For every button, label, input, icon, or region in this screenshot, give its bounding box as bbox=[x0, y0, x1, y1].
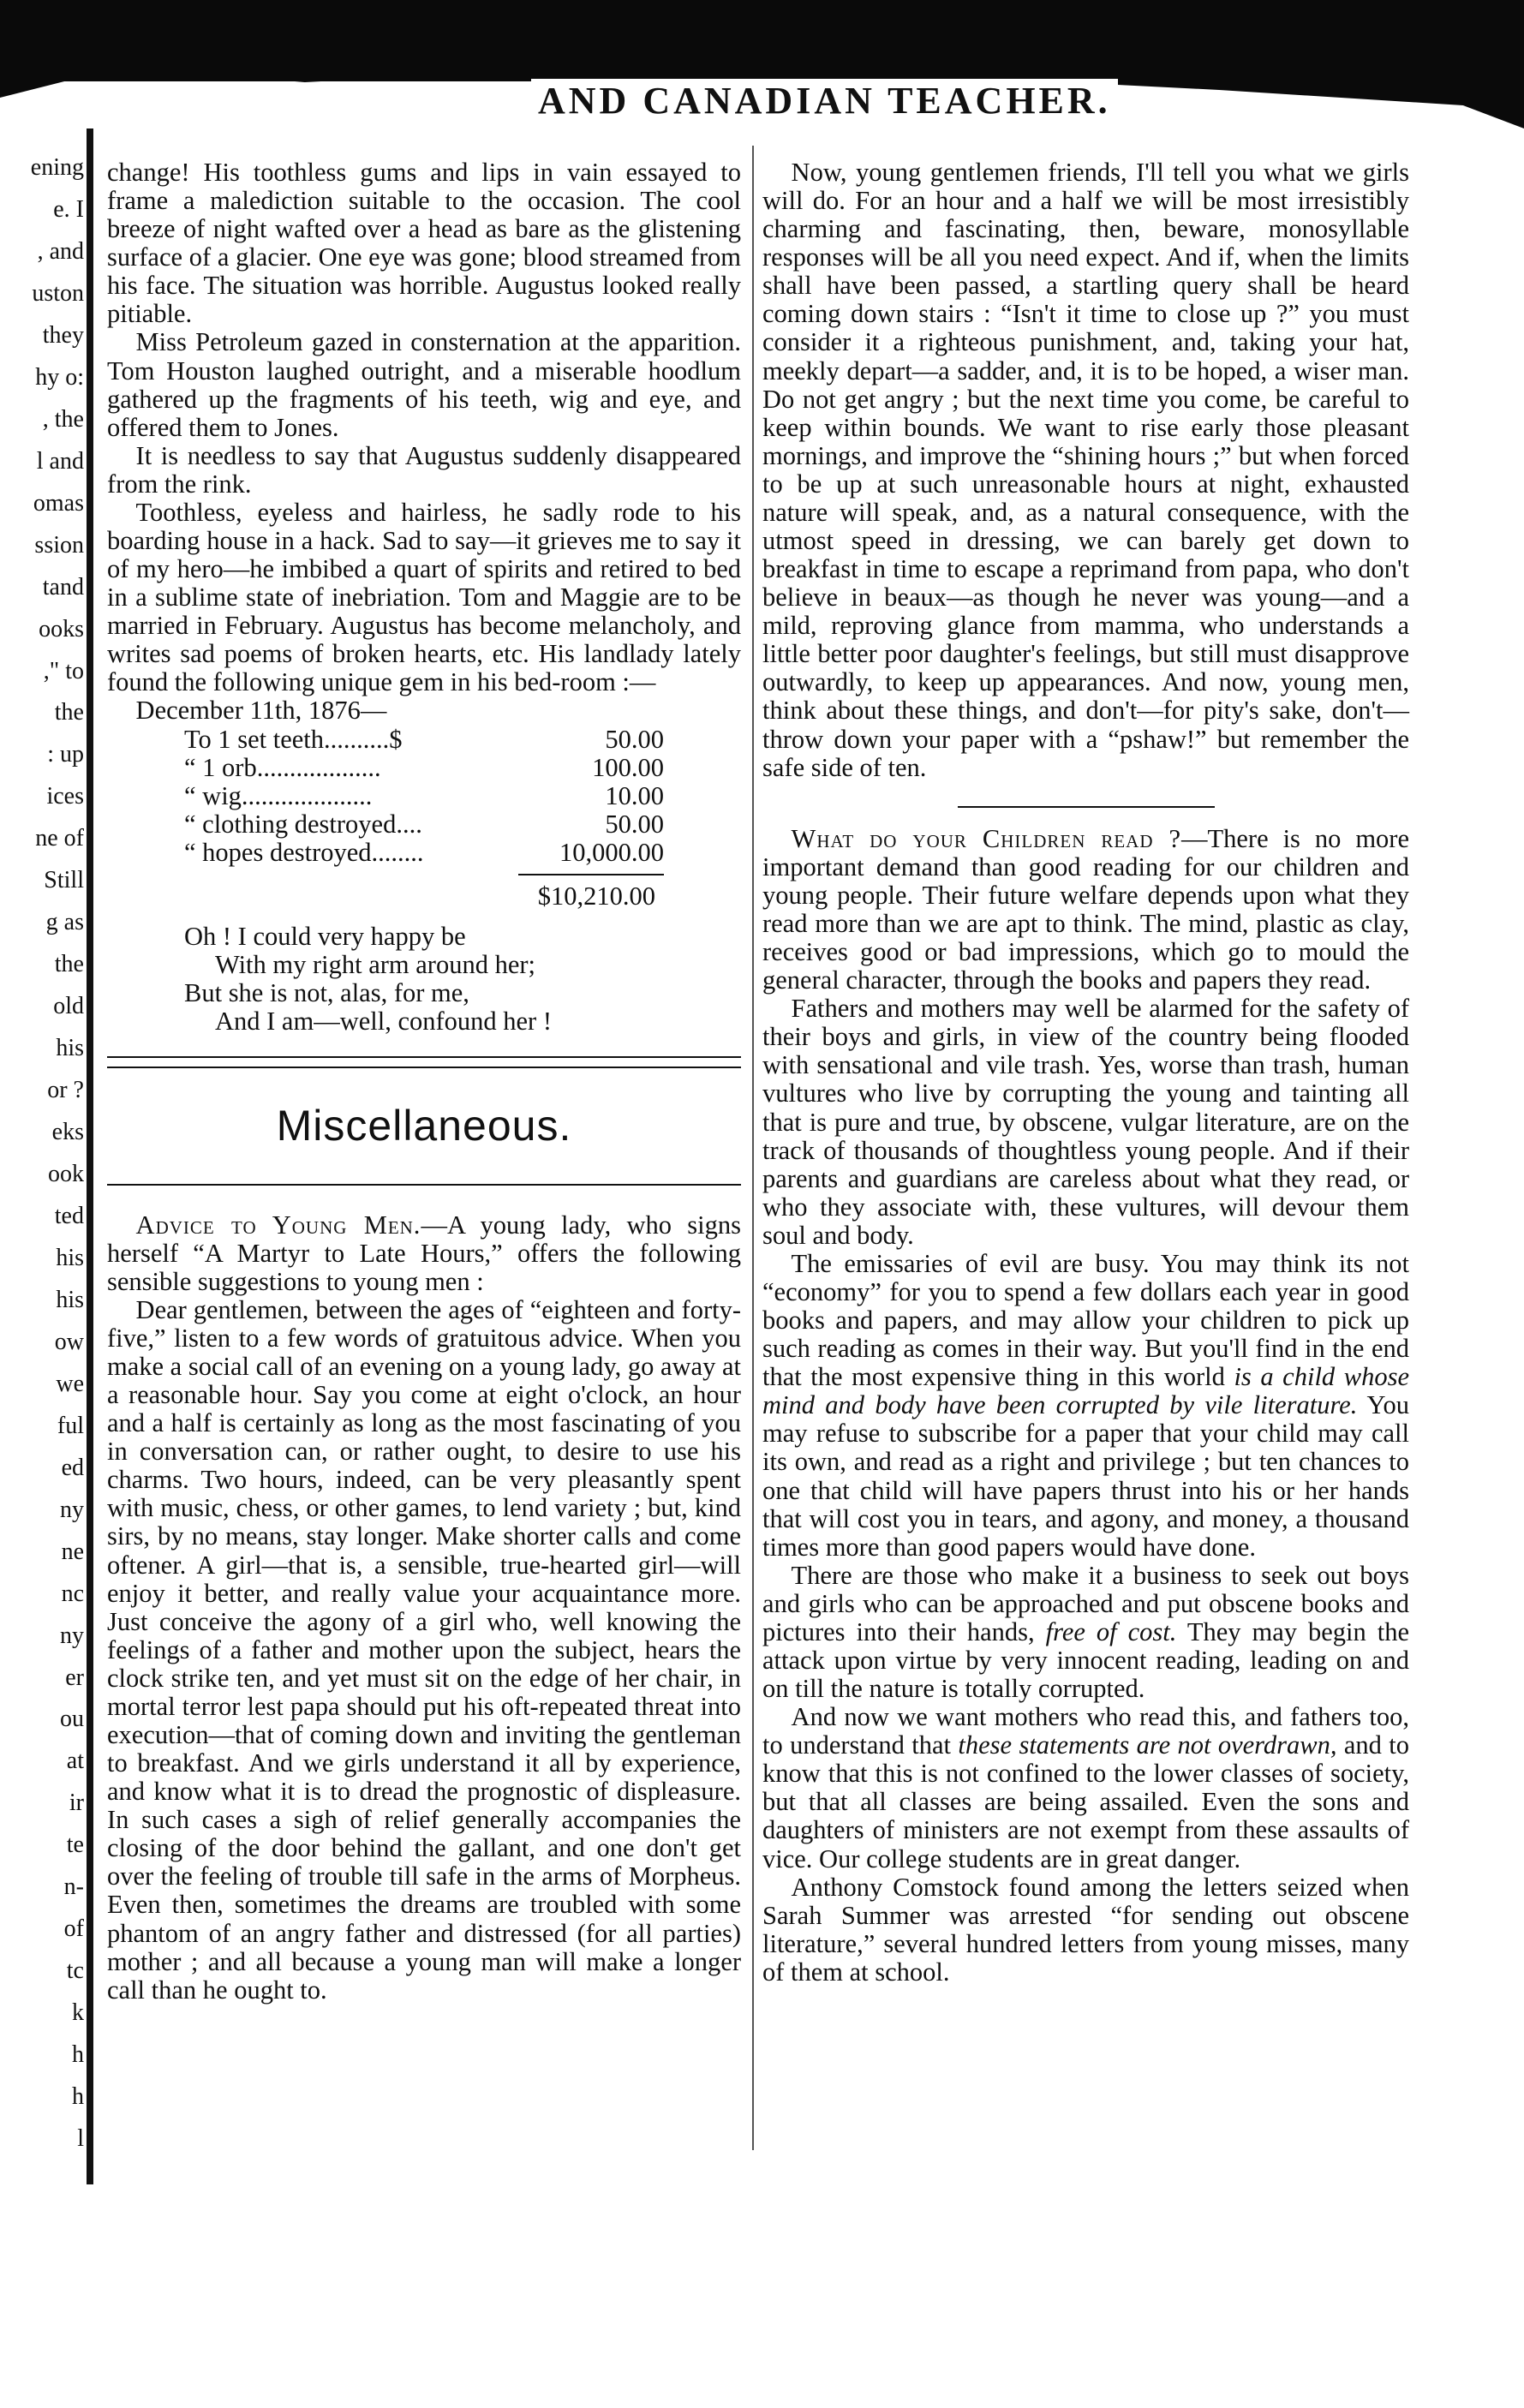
column-divider bbox=[752, 146, 754, 2150]
verse-line: And I am—well, confound her ! bbox=[215, 1007, 553, 1037]
margin-fragment: hy o: bbox=[35, 364, 84, 391]
margin-fragment: we bbox=[56, 1371, 84, 1397]
article-intro-text: —There is no more important demand than good reading for our children and young people. Their future welfare depends upon what they read more than we are apt to think. The mind, plastic as clay, receives good or bad impressions, which go to mould the general character, through the books and papers they read. bbox=[762, 823, 1410, 995]
text-run: You may refuse to subscribe for a paper that your child may call its own, and read as a right and privilege ; but ten chances to one that child will have papers thrust into his or her hands that will cost you in tears, and agony, and money, a thousand times more than good papers would have done. bbox=[762, 1390, 1409, 1562]
margin-fragment: the bbox=[54, 951, 84, 977]
margin-fragment: ted bbox=[54, 1203, 84, 1229]
margin-fragment: eks bbox=[51, 1119, 84, 1145]
verse bbox=[184, 923, 741, 1036]
article-paragraph bbox=[762, 1250, 1409, 1562]
article-intro-text: —A young lady, who signs herself “A Martyr to Late Hours,” offers the following sensible suggestions to young men : bbox=[107, 1210, 741, 1296]
margin-fragment: e. I bbox=[53, 196, 84, 223]
bill-item-label: “ hopes destroyed........ bbox=[184, 837, 424, 867]
margin-fragment: ed bbox=[61, 1455, 84, 1481]
margin-fragment: ssion bbox=[34, 532, 84, 559]
bill-item-amount: 100.00 bbox=[592, 752, 664, 782]
bill-row bbox=[184, 839, 664, 867]
margin-fragment: h bbox=[72, 2041, 84, 2068]
bill-total: $10,210.00 bbox=[537, 881, 655, 911]
section-divider bbox=[107, 1056, 741, 1068]
story-paragraph: change! His toothless gums and lips in vain essayed to frame a malediction suitable to the occasion. The cool breeze of night wafted over a head as bare as the glistening surface of a glacier. One eye was gone; blood streamed from his face. The situation was horrible. Augustus looked really pitiable. bbox=[107, 158, 741, 329]
margin-fragment: his bbox=[56, 1245, 84, 1271]
section-rule bbox=[107, 1184, 741, 1186]
margin-fragment: old bbox=[53, 993, 84, 1019]
margin-fragment: ices bbox=[46, 783, 84, 810]
bill-row bbox=[184, 810, 664, 839]
text-run: And now we want mothers who read this, and fathers too, to understand that bbox=[762, 1702, 1409, 1760]
article-paragraph bbox=[762, 1562, 1409, 1703]
article-lead: Advice to Young Men. bbox=[135, 1210, 421, 1240]
verse-line: But she is not, alas, for me, bbox=[184, 978, 469, 1008]
margin-fragment: nc bbox=[61, 1580, 84, 1607]
margin-fragment: ooks bbox=[39, 616, 84, 642]
text-run: and to know that this is not confined to the lower classes of society, but that all classes are being assailed. Even the sons and daughters of ministers are not exempt from these assaults of vice. Our college students are in great danger. bbox=[762, 1730, 1409, 1873]
margin-fragment: his bbox=[56, 1287, 84, 1313]
margin-fragment: : up bbox=[47, 741, 84, 768]
margin-fragment: of bbox=[63, 1915, 84, 1942]
margin-fragment: tand bbox=[42, 574, 84, 601]
previous-page-margin bbox=[0, 128, 84, 2184]
text-run: There are those who make it a business to seek out boys and girls who can be approached and put obscene books and pictures into their hands, bbox=[762, 1560, 1409, 1646]
margin-fragment: n- bbox=[63, 1873, 84, 1900]
bill-item-label: To 1 set teeth..........$ bbox=[184, 724, 403, 754]
margin-fragment: , and bbox=[37, 238, 84, 265]
article-paragraph: Dear gentlemen, between the ages of “eighteen and forty-five,” listen to a few words of gratuitous advice. When you make a social call of an evening on a young lady, go away at a reasonable hour. Say you come at eight o'clock, an hour and a half is certainly as long as the most fascinating of you in conversation can, or rather ought, to desire to use his charms. Two hours, indeed, can be very pleasantly spent with music, chess, or other games, to lend variety ; but, kind sirs, by no means, stay longer. Make shorter calls and come oftener. A girl—that is, a sensible, true-hearted girl—will enjoy it better, and really value your acquaintance more. Just conceive the agony of a girl who, well knowing the feelings of a father and mother upon the subject, hears the clock strike ten, and yet must sit on the edge of her chair, in mortal terror lest papa should put his oft-repeated threat into execution—that of coming down and inviting the gentleman to breakfast. And we girls understand it all by experience, and know what it is to dread the prognostic of displeasure. In such cases a sigh of relief generally accompanies the closing of the door behind the gallant, and one don't get over the feeling of trouble till safe in the arms of Morpheus. Even then, sometimes the dreams are troubled with some phantom of an angry father and distressed (for all parties) mother ; and all because a young man will make a longer call than he ought to. bbox=[107, 1294, 741, 2005]
text-run: They may begin the attack upon virtue by very innocent reading, leading on and on till the nature is totally corrupted. bbox=[762, 1616, 1410, 1704]
bill-item-label: “ 1 orb................... bbox=[184, 752, 381, 782]
margin-fragment: ny bbox=[60, 1497, 84, 1523]
story-paragraph: Toothless, eyeless and hairless, he sadly rode to his boarding house in a hack. Sad to say—it grieves me to say it of my hero—he imbibed a quart of spirits and retired to bed in a sublime state of inebriation. Tom and Maggie are to be married in February. Augustus has become melancholy, and writes sad poems of broken hearts, etc. His landlady lately found the following unique gem in his bed-room :— bbox=[107, 497, 741, 697]
verse-line: With my right arm around her; bbox=[215, 950, 535, 980]
text-run: The emissaries of evil are busy. You may think its not “economy” for you to spend a few dollars each year in good books and papers, and may allow your children to pick up such reading as comes in their way. But you'll find in the end that the most expensive thing in this world bbox=[762, 1248, 1409, 1392]
margin-fragment: or ? bbox=[47, 1077, 84, 1103]
emphasis-text: is a child whose mind and body have been corrupted by vile literature. bbox=[762, 1362, 1409, 1420]
section-heading: Miscellaneous. bbox=[276, 1102, 572, 1150]
margin-fragment: g as bbox=[45, 909, 84, 935]
margin-fragment: they bbox=[42, 322, 84, 349]
article-paragraph: Anthony Comstock found among the letters seized when Sarah Summer was arrested “for sending out obscene literature,” several hundred letters from young misses, many of them at school. bbox=[762, 1872, 1409, 1987]
article-intro bbox=[107, 1211, 741, 1296]
article-paragraph bbox=[762, 1703, 1409, 1873]
article-paragraph: Now, young gentlemen friends, I'll tell you what we girls will do. For an hour and a half we will be most irresistibly charming and fascinating, then, beware, monosyllable responses will be all you need expect. And if, when the limits shall have been passed, a startling query shall be heard coming down stairs : “Isn't it time to close up ?” you must consider it a righteous punishment, and, taking your hat, meekly depart—a sadder, and, it is to be hoped, a wiser man. Do not get angry ; but the next time you come, be careful to keep within bounds. We want to rise early those pleasant mornings, and improve the “shining hours ;” but when forced to be up at such unreasonable hours at night, exhausted nature will speak, and, as a natural consequence, with the utmost speed in dressing, we can barely get down to breakfast in time to escape a reprimand from papa, who don't believe in beaux—as though he never was young—and a mild, reproving glance from mamma, who understands a little better poor daughter's feelings, but still must disapprove outwardly, to keep up appearances. And now, young men, think about these things, and don't—for pity's sake, don't—throw down your paper with a “pshaw!” but remember the safe side of ten. bbox=[762, 158, 1409, 782]
binding-edge bbox=[87, 128, 93, 2184]
bill-item-amount: 10.00 bbox=[605, 780, 664, 810]
margin-fragment: ou bbox=[60, 1706, 84, 1732]
bill-item-amount: 50.00 bbox=[605, 809, 664, 839]
bill-item-label: “ wig.................... bbox=[184, 780, 373, 810]
bill-row bbox=[184, 782, 664, 810]
margin-fragment: uston bbox=[32, 280, 84, 307]
margin-fragment: l and bbox=[36, 448, 84, 475]
margin-fragment: h bbox=[72, 2083, 84, 2110]
article-lead: What do your Children read ? bbox=[791, 823, 1181, 853]
running-title: AND CANADIAN TEACHER. bbox=[531, 79, 1118, 122]
margin-fragment: at bbox=[66, 1748, 84, 1774]
scanned-header-band bbox=[0, 0, 1524, 128]
margin-fragment: te bbox=[66, 1831, 84, 1858]
bill-item-label: “ clothing destroyed.... bbox=[184, 809, 422, 839]
emphasis-text: free of cost. bbox=[1045, 1616, 1177, 1646]
margin-fragment: the bbox=[54, 699, 84, 726]
article-intro bbox=[762, 825, 1409, 995]
margin-fragment: ny bbox=[60, 1622, 84, 1649]
margin-fragment: Still bbox=[44, 867, 84, 893]
margin-fragment: er bbox=[65, 1664, 84, 1691]
right-column bbox=[762, 158, 1409, 1987]
bill-row bbox=[184, 754, 664, 782]
margin-fragment: ow bbox=[54, 1329, 84, 1355]
article-paragraph: Fathers and mothers may well be alarmed for the safety of their boys and girls, in view of the country being flooded with sensational and vile trash. Yes, worse than trash, human vultures who live by corrupting the young and tainting all that is pure and true, by obscene, vulgar literature, are on the track of thousands of thoughtless young people. And if their parents and guardians are careless about what they read, or who they associate with, these vultures, will devour them soul and body. bbox=[762, 994, 1409, 1250]
margin-fragment: ne bbox=[61, 1539, 84, 1565]
story-paragraph: It is needless to say that Augustus suddenly disappeared from the rink. bbox=[107, 440, 741, 499]
emphasis-text: these statements are not overdrawn, bbox=[958, 1730, 1337, 1760]
verse-line: Oh ! I could very happy be bbox=[184, 922, 466, 952]
margin-fragment: ne of bbox=[35, 825, 84, 851]
bill-total-rule bbox=[518, 874, 664, 875]
left-column bbox=[107, 158, 741, 2005]
margin-fragment: ," to bbox=[43, 658, 84, 684]
margin-fragment: ir bbox=[69, 1790, 84, 1816]
margin-fragment: ful bbox=[57, 1413, 84, 1439]
margin-fragment: l bbox=[77, 2125, 84, 2152]
bill-item-amount: 10,000.00 bbox=[559, 837, 664, 867]
margin-fragment: ook bbox=[48, 1161, 84, 1187]
margin-fragment: ening bbox=[30, 154, 84, 181]
story-paragraph: Miss Petroleum gazed in consternation at the apparition. Tom Houston laughed outright, and a miserable hoodlum gathered up the fragments of his teeth, wig and eye, and offered them to Jones. bbox=[107, 327, 741, 442]
bill-date: December 11th, 1876— bbox=[135, 696, 387, 726]
bill-table bbox=[184, 726, 664, 911]
margin-fragment: k bbox=[72, 1999, 84, 2026]
margin-fragment: omas bbox=[33, 490, 84, 517]
bill-item-amount: 50.00 bbox=[605, 724, 664, 754]
margin-fragment: his bbox=[56, 1035, 84, 1061]
margin-fragment: , the bbox=[42, 406, 84, 433]
margin-fragment: tc bbox=[66, 1957, 84, 1984]
article-separator bbox=[958, 806, 1215, 808]
bill-row bbox=[184, 726, 664, 754]
